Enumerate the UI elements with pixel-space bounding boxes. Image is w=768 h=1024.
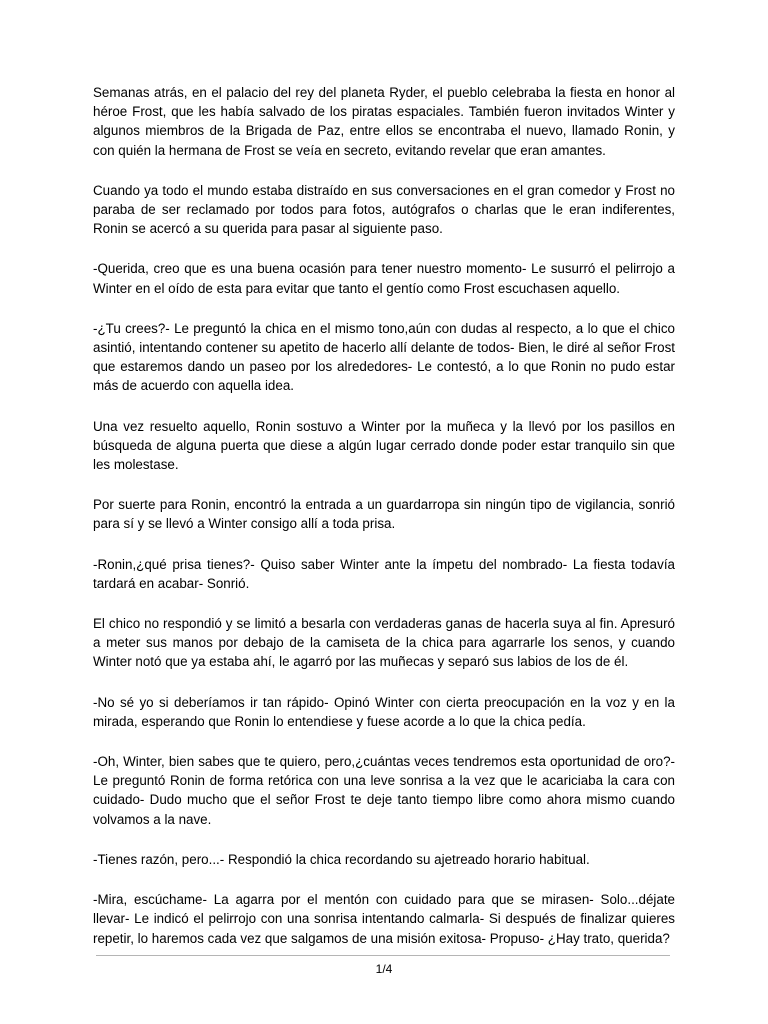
paragraph: Una vez resuelto aquello, Ronin sostuvo a Winter por la muñeca y la llevó por los pasillos en búsqueda de alguna puerta que diese a algún lugar cerrado donde poder estar tranquilo sin que les molestase. [93, 418, 675, 473]
paragraph: Cuando ya todo el mundo estaba distraído en sus conversaciones en el gran comedor y Frost no paraba de ser reclamado por todos para fotos, autógrafos o charlas que le eran indiferentes, Ronin se acercó a su querida para pasar al siguiente paso. [93, 182, 675, 237]
paragraph: -Oh, Winter, bien sabes que te quiero, pero,¿cuántas veces tendremos esta oportunidad de oro?- Le preguntó Ronin de forma retórica con una leve sonrisa a la vez que le acariciaba la cara con cuidado- Dudo mucho que el señor Frost te deje tanto tiempo libre como ahora mismo cuando volvamos a la nave. [93, 754, 675, 827]
paragraph: Semanas atrás, en el palacio del rey del planeta Ryder, el pueblo celebraba la fiesta en honor al héroe Frost, que les había salvado de los piratas espaciales. También fueron invitados Winter y algunos miembros de la Brigada de Paz, entre ellos se encontraba el nuevo, llamado Ronin, y con quién la hermana de Frost se veía en secreto, evitando revelar que eran amantes. [93, 85, 675, 158]
document-body [93, 83, 675, 969]
paragraph: -Querida, creo que es una buena ocasión para tener nuestro momento- Le susurró el pelirrojo a Winter en el oído de esta para evitar que tanto el gentío como Frost escuchasen aquello. [93, 261, 675, 296]
paragraph: Por suerte para Ronin, encontró la entrada a un guardarropa sin ningún tipo de vigilancia, sonrió para sí y se llevó a Winter consigo allí a toda prisa. [93, 497, 675, 532]
paragraph: -¿Tu crees?- Le preguntó la chica en el mismo tono,aún con dudas al respecto, a lo que el chico asintió, intentando contener su apetito de hacerlo allí delante de todos- Bien, le diré al señor Frost que estaremos dando un paseo por los alrededores- Le contestó, a lo que Ronin no pudo estar más de acuerdo con aquella idea. [93, 320, 675, 394]
paragraph: -No sé yo si deberíamos ir tan rápido- Opinó Winter con cierta preocupación en la voz y en la mirada, esperando que Ronin lo entendiese y fuese acorde a lo que la chica pedía. [93, 694, 675, 729]
paragraph: El chico no respondió y se limitó a besarla con verdaderas ganas de hacerla suya al fin. Apresuró a meter sus manos por debajo de la camiseta de la chica para agarrarle los senos, y cuando Winter notó que ya estaba ahí, le agarró por las muñecas y separó sus labios de los de él. [93, 616, 675, 670]
paragraph: -Ronin,¿qué prisa tienes?- Quiso saber Winter ante la ímpetu del nombrado- La fiesta todavía tardará en acabar- Sonrió. [93, 556, 675, 591]
page-number: 1/4 [375, 962, 393, 976]
paragraph: -Tienes razón, pero...- Respondió la chica recordando su ajetreado horario habitual. [93, 851, 590, 867]
paragraph: -Mira, escúchame- La agarra por el mentón con cuidado para que se mirasen- Solo...déjate llevar- Le indicó el pelirrojo con una sonrisa intentando calmarla- Si después de finalizar quieres repetir, lo haremos cada vez que salgamos de una misión exitosa- Propuso- ¿Hay trato, querida? [93, 892, 675, 946]
footer-divider [96, 955, 670, 956]
